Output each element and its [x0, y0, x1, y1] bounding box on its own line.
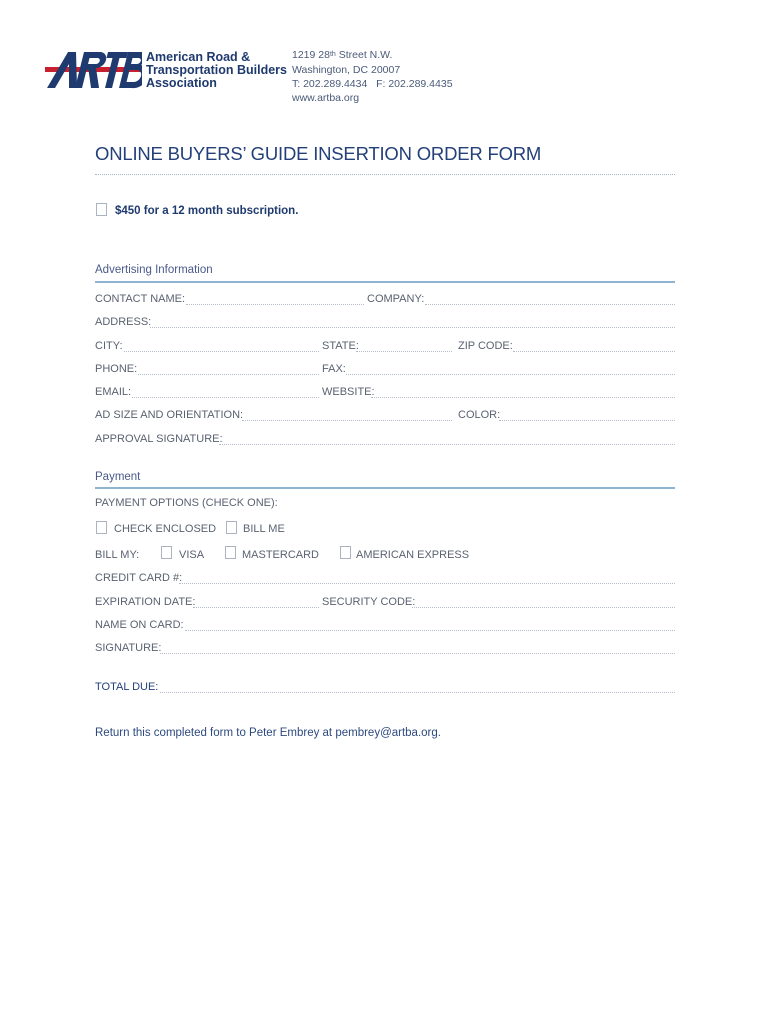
org-name-line-2: Transportation Builders — [146, 63, 287, 77]
name-on-card-label: NAME ON CARD: — [95, 619, 184, 631]
approval-signature-field[interactable] — [219, 444, 675, 445]
state-label: STATE: — [322, 340, 359, 352]
credit-card-field[interactable] — [179, 583, 675, 584]
phone-fax: T: 202.289.4434 F: 202.289.4435 — [292, 78, 453, 90]
form-title: ONLINE BUYERS’ GUIDE INSERTION ORDER FORM — [95, 143, 542, 164]
address-line-1: 1219 28th Street N.W. — [292, 49, 393, 61]
address-field[interactable] — [150, 327, 675, 328]
email-field[interactable] — [132, 397, 319, 398]
title-divider — [95, 174, 675, 175]
website-label: WEBSITE: — [322, 386, 375, 398]
address-line-2: Washington, DC 20007 — [292, 64, 401, 76]
credit-card-label: CREDIT CARD #: — [95, 572, 183, 584]
company-field[interactable] — [425, 304, 675, 305]
visa-label: VISA — [179, 549, 205, 561]
visa-checkbox[interactable] — [161, 546, 172, 559]
amex-label: AMERICAN EXPRESS — [356, 549, 470, 561]
fax-field[interactable] — [346, 374, 675, 375]
org-name-line-3: Association — [146, 76, 217, 90]
mastercard-label: MASTERCARD — [242, 549, 320, 561]
phone-field[interactable] — [138, 374, 319, 375]
bill-me-checkbox[interactable] — [226, 521, 237, 534]
security-code-label: SECURITY CODE: — [322, 596, 416, 608]
mastercard-checkbox[interactable] — [225, 546, 236, 559]
check-enclosed-checkbox[interactable] — [96, 521, 107, 534]
artba-logo — [45, 48, 142, 90]
color-field[interactable] — [499, 420, 675, 421]
contact-name-field[interactable] — [186, 304, 364, 305]
subscription-label: $450 for a 12 month subscription. — [115, 205, 299, 217]
city-label: CITY: — [95, 340, 123, 352]
signature-field[interactable] — [160, 653, 675, 654]
signature-label: SIGNATURE: — [95, 642, 162, 654]
contact-name-label: CONTACT NAME: — [95, 293, 186, 305]
address-label: ADDRESS: — [95, 316, 152, 328]
color-label: COLOR: — [458, 409, 501, 421]
org-name-line-1: American Road & — [146, 50, 251, 64]
phone-label: PHONE: — [95, 363, 138, 375]
advertising-rule — [95, 281, 675, 283]
state-field[interactable] — [356, 351, 452, 352]
payment-rule — [95, 487, 675, 489]
return-instructions: Return this completed form to Peter Embrey at pembrey@artba.org. — [95, 727, 441, 739]
advertising-heading: Advertising Information — [95, 264, 213, 276]
bill-my-label: BILL MY: — [95, 549, 140, 561]
payment-options-label: PAYMENT OPTIONS (CHECK ONE): — [95, 497, 278, 509]
zip-field[interactable] — [513, 351, 675, 352]
expiration-label: EXPIRATION DATE: — [95, 596, 196, 608]
ad-size-field[interactable] — [242, 420, 452, 421]
ad-size-label: AD SIZE AND ORIENTATION: — [95, 409, 244, 421]
zip-label: ZIP CODE: — [458, 340, 513, 352]
security-code-field[interactable] — [412, 607, 675, 608]
email-label: EMAIL: — [95, 386, 132, 398]
total-due-field[interactable] — [160, 692, 675, 693]
expiration-field[interactable] — [193, 607, 319, 608]
payment-heading: Payment — [95, 471, 141, 483]
website-field[interactable] — [371, 397, 675, 398]
bill-me-label: BILL ME — [243, 523, 285, 535]
website-link[interactable]: www.artba.org — [292, 92, 360, 104]
city-field[interactable] — [124, 351, 319, 352]
fax-label: FAX: — [322, 363, 346, 375]
total-due-label: TOTAL DUE: — [95, 681, 159, 693]
subscription-checkbox[interactable] — [96, 203, 107, 216]
amex-checkbox[interactable] — [340, 546, 351, 559]
company-label: COMPANY: — [367, 293, 425, 305]
check-enclosed-label: CHECK ENCLOSED — [114, 523, 217, 535]
name-on-card-field[interactable] — [185, 630, 675, 631]
approval-signature-label: APPROVAL SIGNATURE: — [95, 433, 223, 445]
